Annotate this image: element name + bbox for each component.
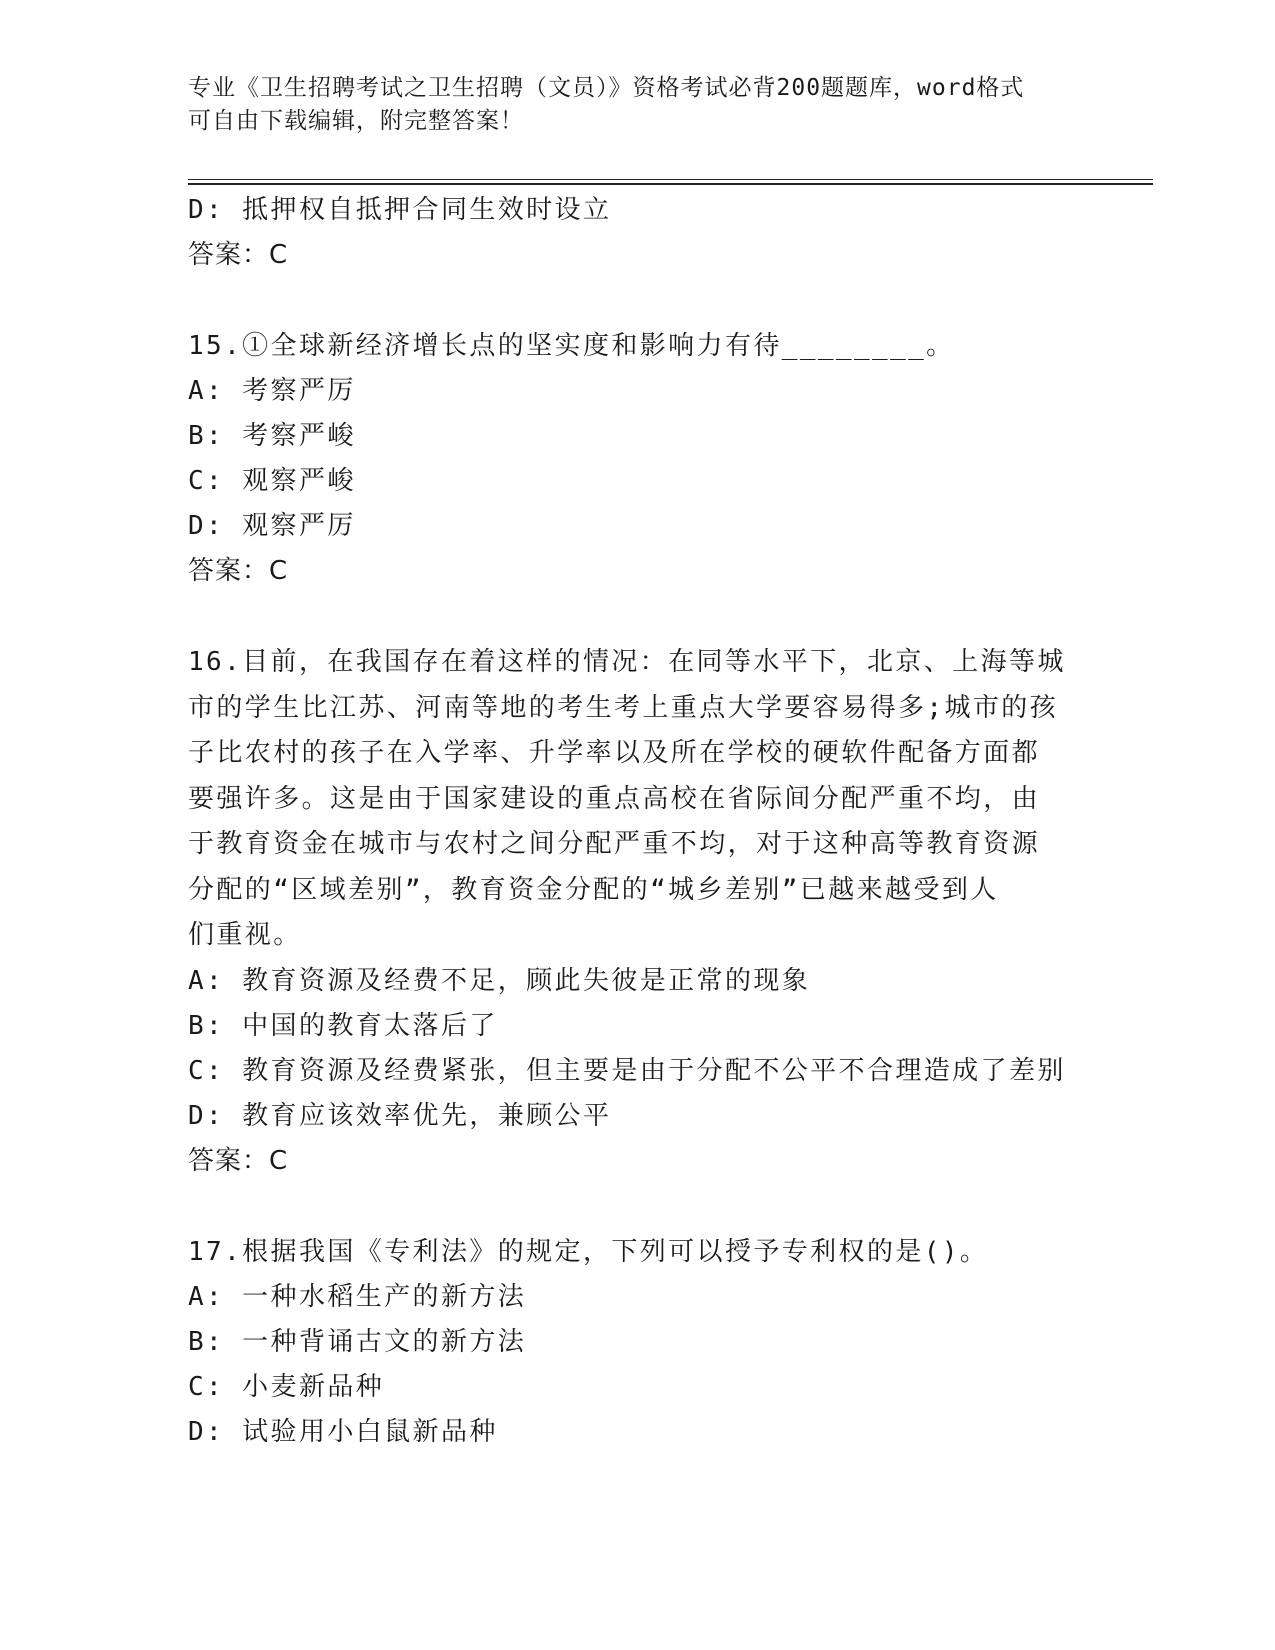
spacer [188,594,1088,640]
q17-option-d: D: 试验用小白鼠新品种 [188,1416,498,1447]
q15-option-d: D: 观察严厉 [188,511,356,541]
q17-option-b: B: 一种背诵古文的新方法 [188,1326,527,1357]
question-content [188,188,1088,1455]
q16-option-a: A: 教育资源及经费不足，顾此失彼是正常的现象 [188,965,811,996]
q17-option-a: A: 一种水稻生产的新方法 [188,1281,527,1312]
q17-stem: 17.根据我国《专利法》的规定，下列可以授予专利权的是()。 [188,1236,989,1267]
header-title-line-1: 专业《卫生招聘考试之卫生招聘（文员）》资格考试必背200题题库，word格式 [188,75,1025,101]
q16-option-b: B: 中国的教育太落后了 [188,1010,498,1041]
question-14-tail [188,188,1088,278]
header-title-line-2: 可自由下载编辑，附完整答案！ [188,108,524,134]
q14-answer: 答案：C [188,240,289,270]
spacer [188,278,1088,324]
q16-stem-line: 们重视。 [188,920,302,950]
header-rule-thin [188,179,1153,180]
q16-option-c: C: 教育资源及经费紧张，但主要是由于分配不公平不合理造成了差别 [188,1055,1066,1086]
q14-option-d: D: 抵押权自抵押合同生效时设立 [188,195,612,225]
question-16 [188,640,1088,1184]
q16-stem-line: 要强许多。这是由于国家建设的重点高校在省际间分配严重不均，由 [188,783,1041,814]
q15-option-c: C: 观察严峻 [188,466,356,496]
q16-stem-line: 分配的“区域差别”，教育资金分配的“城乡差别”已越来越受到人 [188,874,999,905]
q16-answer: 答案：C [188,1145,289,1176]
page-header [188,72,1088,138]
q16-stem-line: 于教育资金在城市与农村之间分配严重不均，对于这种高等教育资源 [188,829,1041,859]
q17-option-c: C: 小麦新品种 [188,1371,385,1402]
q16-stem [188,640,1078,959]
q15-option-a: A: 考察严厉 [188,376,356,406]
q15-answer: 答案：C [188,556,289,586]
q15-option-b: B: 考察严峻 [188,421,356,451]
question-17 [188,1230,1088,1455]
q16-option-d: D: 教育应该效率优先，兼顾公平 [188,1100,612,1131]
q16-stem-line: 子比农村的孩子在入学率、升学率以及所在学校的硬软件配备方面都 [188,738,1041,768]
spacer [188,1184,1088,1230]
q16-stem-line: 16.目前，在我国存在着这样的情况：在同等水平下，北京、上海等城 [188,647,1066,677]
question-15 [188,324,1088,594]
q16-stem-line: 市的学生比江苏、河南等地的考生考上重点大学要容易得多;城市的孩 [188,692,1059,723]
header-rule-thick [188,183,1153,185]
q15-stem: 15.①全球新经济增长点的坚实度和影响力有待________。 [188,331,955,361]
